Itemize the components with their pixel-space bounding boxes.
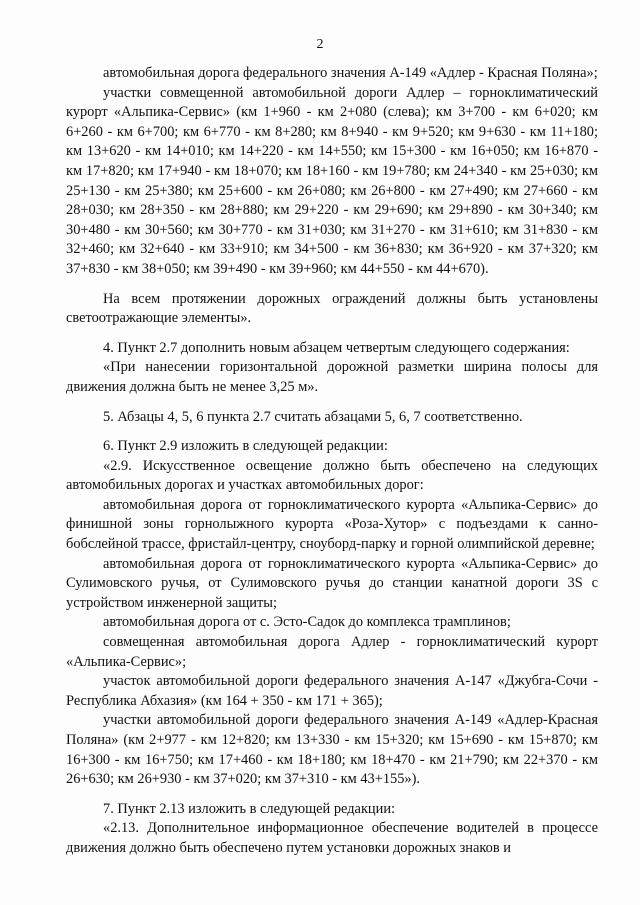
paragraph-lighting-sulimovsky: автомобильная дорога от горноклиматического курорта «Альпика-Сервис» до Сулимовского ручья, от Сулимовского ручья до станции канатной дороги 3S с устройством инженерной защиты; xyxy=(66,555,598,611)
paragraph-combined-road-sections: участки совмещенной автомобильной дороги Адлер – горноклиматический курорт «Альпика-Сервис» (км 1+960 - км 2+080 (слева); км 3+700 - км 6+020; км 6+260 - км 6+700; км 6+770 - км 8+280; км 8+940 - км 9+520; км 9+630 - км 11+180; км 13+620 - км 14+010; км 14+220 - км 14+550; км 15+300 - км 16+050; км 16+870 - км 17+820; км 17+940 - км 18+070; км 18+160 - км 19+780; км 24+340 - км 25+030; км 25+130 - км 25+380; км 25+600 - км 26+080; км 26+800 - км 27+490; км 27+660 - км 28+030; км 28+350 - км 28+880; км 29+220 - км 29+690; км 29+890 - км 30+340; км 30+480 - км 30+560; км 30+770 - км 31+030; км 31+270 - км 31+610; км 31+830 - км 32+460; км 32+640 - км 33+910; км 34+500 - км 36+830; км 36+920 - км 37+320; км 37+830 - км 38+050; км 39+490 - км 39+960; км 44+550 - км 44+670). xyxy=(66,84,598,277)
paragraph-road-a149: автомобильная дорога федерального значения А-149 «Адлер - Красная Поляна»; xyxy=(103,65,598,81)
paragraph-reflective-elements: На всем протяжении дорожных ограждений должны быть установлены светоотражающие элементы». xyxy=(66,290,598,327)
paragraph-lighting-combined-road: совмещенная автомобильная дорога Адлер - горноклиматический курорт «Альпика-Сервис»; xyxy=(66,634,598,670)
paragraph-lighting-a147: участок автомобильной дороги федерального значения А-147 «Джубга-Сочи - Республика Абхазия» (км 164 + 350 - км 171 + 365); xyxy=(66,673,598,709)
page-number: 2 xyxy=(316,37,324,52)
paragraph-lighting-roza-khutor: автомобильная дорога от горноклиматического курорта «Альпика-Сервис» до финишной зоны горнолыжного курорта «Роза-Хутор» с подъездами к санно-бобслейной трассе, фристайл-центру, сноуборд-парку и горной олимпийской деревне; xyxy=(66,496,598,553)
paragraph-item-7: 7. Пункт 2.13 изложить в следующей редакции: xyxy=(103,800,396,817)
document-body xyxy=(66,64,598,859)
paragraph-item-6: 6. Пункт 2.9 изложить в следующей редакции: xyxy=(103,438,388,455)
paragraph-2-13: «2.13. Дополнительное информационное обеспечение водителей в процессе движения должно быть обеспечено путем установки дорожных знаков и xyxy=(66,820,598,856)
paragraph-lighting-a149-sections: участки автомобильной дороги федерального значения А-149 «Адлер-Красная Поляна» (км 2+977 - км 12+820; км 13+330 - км 15+320; км 15+690 - км 15+870; км 16+300 - км 16+750; км 17+460 - км 18+180; км 18+470 - км 21+790; км 22+370 - км 26+630; км 26+930 - км 37+020; км 37+310 - км 43+155»). xyxy=(66,712,598,788)
paragraph-item-5: 5. Абзацы 4, 5, 6 пункта 2.7 считать абзацами 5, 6, 7 соответственно. xyxy=(103,408,523,425)
paragraph-lane-width: «При нанесении горизонтальной дорожной разметки ширина полосы для движения должна быть не менее 3,25 м». xyxy=(66,359,598,395)
paragraph-item-4: 4. Пункт 2.7 дополнить новым абзацем четвертым следующего содержания: xyxy=(103,339,570,356)
paragraph-lighting-esto-sadok: автомобильная дорога от с. Эсто-Садок до комплекса трамплинов; xyxy=(103,614,511,631)
paragraph-lighting-intro: «2.9. Искусственное освещение должно быть обеспечено на следующих автомобильных дорогах и участках автомобильных дорог: xyxy=(66,457,598,494)
